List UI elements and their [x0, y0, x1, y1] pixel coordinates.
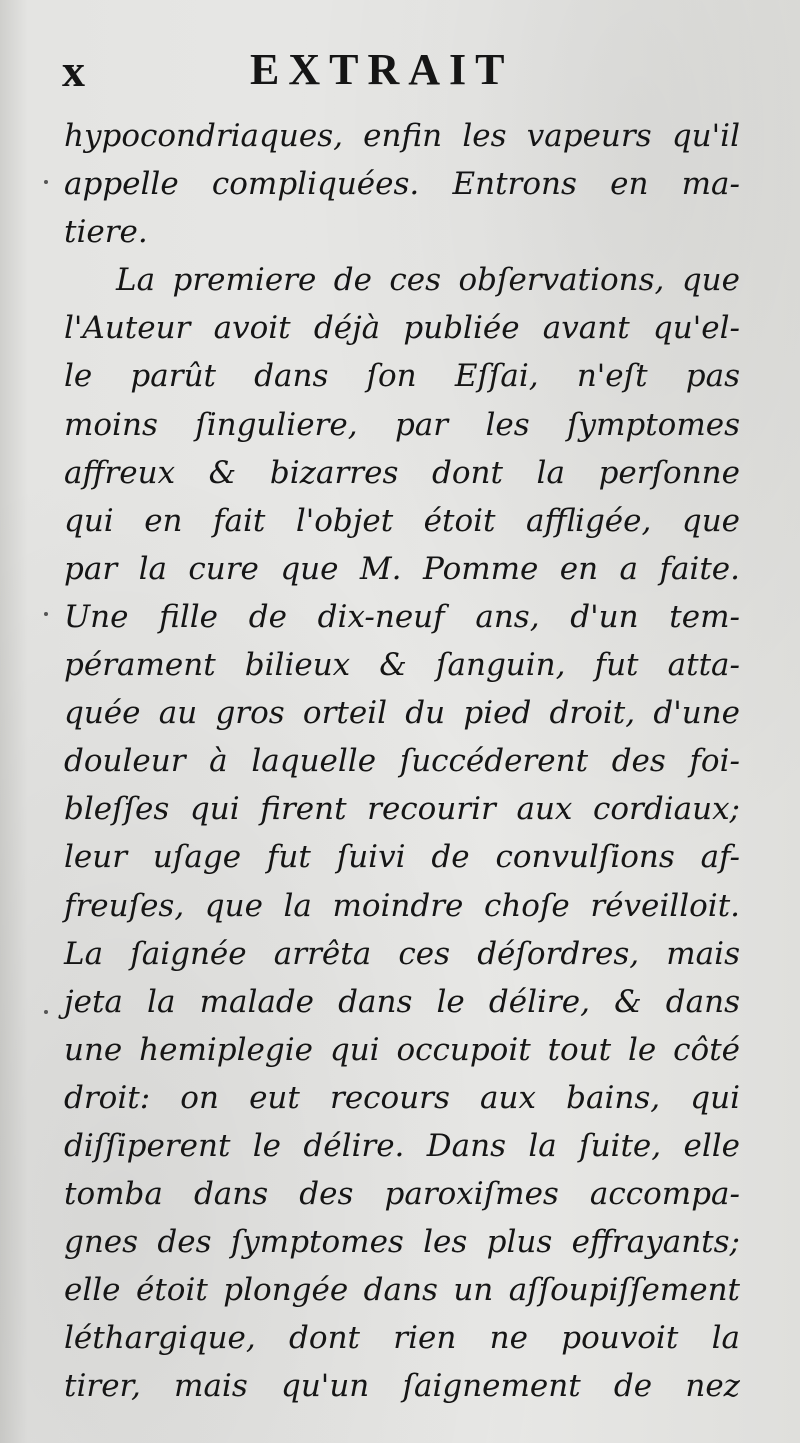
running-head: EXTRAIT [250, 45, 514, 94]
text-line: appelle compliquées. Entrons en ma- [64, 166, 740, 203]
text-line: droit: on eut recours aux bains, qui [64, 1079, 740, 1116]
page-folio: x [62, 45, 85, 96]
text-line: La ſaignée arrêta ces déſordres, mais [64, 935, 740, 972]
text-line: bleſſes qui firent recourir aux cordiaux; [64, 791, 740, 828]
margin-speck [44, 1010, 48, 1014]
text-line: Une fille de dix-neuf ans, d'un tem- [64, 598, 740, 635]
text-line: tirer, mais qu'un ſaignement de nez [64, 1368, 740, 1405]
text-line: hypocondriaques, enfin les vapeurs qu'il [64, 118, 740, 154]
text-line: diſſiperent le délire. Dans la ſuite, elle [64, 1127, 740, 1164]
text-line: l'Auteur avoit déjà publiée avant qu'el- [64, 310, 740, 347]
text-line: freuſes, que la moindre choſe réveilloit. [64, 887, 740, 924]
text-line: tomba dans des paroxiſmes accompa- [64, 1176, 740, 1213]
text-line: elle étoit plongée dans un aſſoupiſſement [64, 1272, 740, 1309]
text-line: douleur à laquelle ſuccéderent des foi- [64, 743, 740, 780]
text-line: affreux & bizarres dont la perſonne [64, 454, 740, 491]
margin-speck [44, 612, 48, 616]
text-line: jeta la malade dans le délire, & dans [64, 983, 740, 1020]
text-line: qui en fait l'objet étoit affligée, que [64, 502, 740, 539]
text-line: moins ſinguliere, par les ſymptomes [64, 406, 740, 443]
text-line: une hemiplegie qui occupoit tout le côté [64, 1031, 740, 1068]
text-line: gnes des ſymptomes les plus effrayants; [64, 1224, 740, 1261]
text-line: quée au gros orteil du pied droit, d'une [64, 695, 740, 732]
text-line: léthargique, dont rien ne pouvoit la [64, 1320, 740, 1357]
text-line: le parût dans ſon Eſſai, n'eſt pas [64, 358, 740, 395]
text-line: tiere. [64, 214, 148, 251]
text-line: La premiere de ces obſervations, que [116, 262, 740, 299]
text-line: par la cure que M. Pomme en a faite. [64, 550, 740, 587]
margin-speck [44, 180, 48, 184]
text-line: pérament bilieux & ſanguin, fut atta- [64, 647, 740, 684]
body-text [64, 112, 740, 1411]
text-line: leur uſage fut ſuivi de convulſions af- [64, 839, 740, 876]
page-header [0, 36, 800, 106]
